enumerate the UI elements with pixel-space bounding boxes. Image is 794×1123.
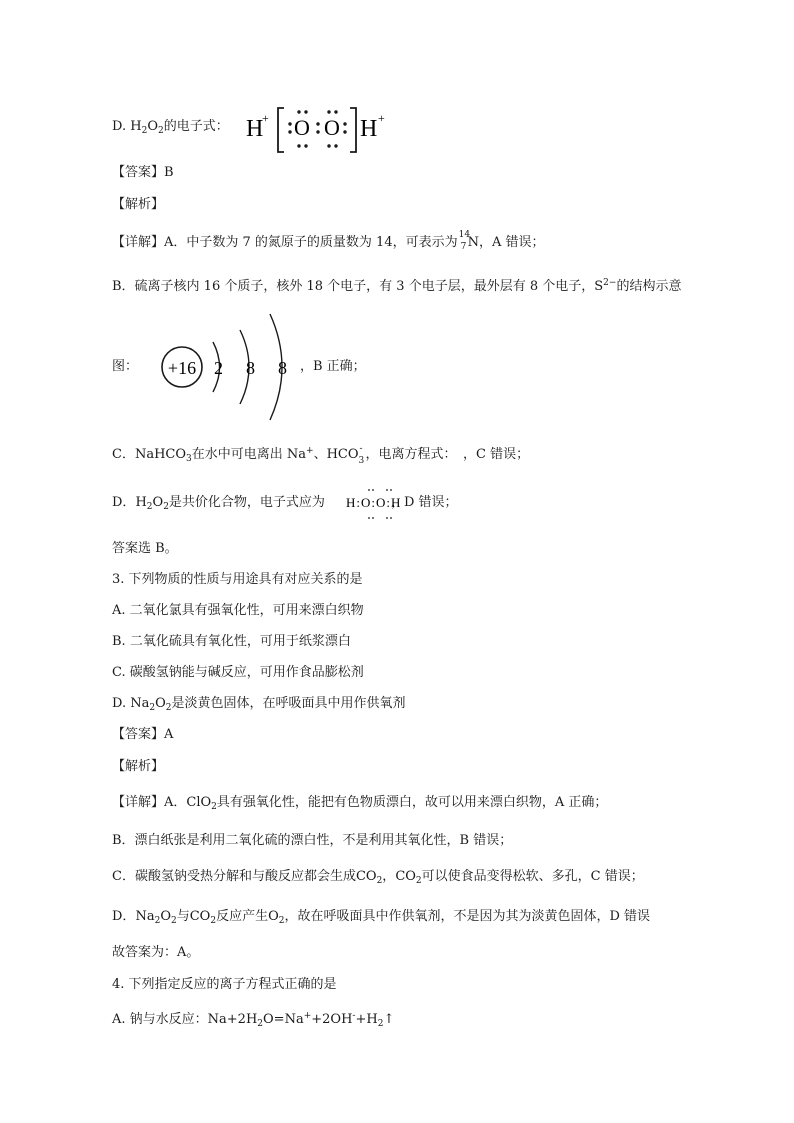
formula-part: O — [268, 909, 279, 924]
q3-analysis: 【解析】 — [112, 759, 165, 774]
superscript: - — [352, 1011, 356, 1021]
h-right-sup: + — [378, 111, 385, 125]
detail-text: ，D 错误； — [390, 495, 458, 510]
option-text: +H — [355, 1012, 378, 1027]
detail-text: 在水中可电离出 Na — [191, 447, 307, 462]
q3-detail-b: B．漂白纸张是利用二氧化硫的漂白性，不是利用其氧化性，B 错误； — [112, 833, 513, 848]
q3-detail-c — [112, 868, 644, 890]
formula-part: O — [160, 909, 171, 924]
formula-part: O — [147, 119, 158, 134]
option-text: +2OH — [311, 1012, 353, 1027]
subscript: 2 — [170, 916, 177, 926]
option-text: D. Na — [112, 696, 150, 711]
superscript: - — [359, 444, 363, 454]
q3-detail-d — [112, 908, 650, 930]
formula-part: Na — [135, 909, 155, 924]
formula-part: H — [135, 495, 147, 510]
detail-text: ，电离方程式： ，C 错误； — [365, 447, 530, 462]
superscript: + — [306, 446, 314, 456]
formula-part: O — [155, 696, 166, 711]
detail-text: 【详解】A．中子数为 7 的氮原子的质量数为 14，可表示为 — [112, 235, 458, 250]
q4-option-a — [112, 1007, 394, 1033]
detail-text: 的结构示意 — [616, 279, 682, 294]
detail-text: ，A 错误； — [478, 235, 545, 250]
option-text: 的电子式： — [163, 119, 229, 134]
nucleus-charge: +16 — [167, 358, 197, 378]
subscript: 3 — [186, 454, 192, 464]
subscript: 2 — [257, 1019, 264, 1029]
subscript: 2 — [149, 703, 156, 713]
subscript: 2 — [165, 703, 172, 713]
q3-option-c: C. 碳酸氢钠能与碱反应，可用作食品膨松剂 — [112, 665, 364, 680]
subscript: 2 — [377, 1019, 384, 1029]
subscript: 2 — [210, 916, 217, 926]
ion-symbol: S — [594, 279, 604, 294]
subscript: 2 — [278, 916, 285, 926]
detail-text: C．碳酸氢钠受热分解和与酸反应都会生成 — [112, 869, 356, 884]
q3-stem: 3. 下列物质的性质与用途具有对应关系的是 — [112, 572, 363, 587]
q2-detail-a — [112, 232, 545, 252]
q4-stem: 4. 下列指定反应的离子方程式正确的是 — [112, 977, 337, 992]
q2-detail-b-cont: 图： — [112, 359, 139, 374]
q2-option-d — [112, 118, 229, 140]
h-right: H — [360, 116, 378, 142]
element-symbol: N — [467, 235, 479, 250]
q3-option-b: B. 二氧化硫具有氧化性，可用于纸浆漂白 — [112, 634, 351, 649]
subscript: 2 — [141, 126, 148, 136]
detail-text: 、HCO — [313, 447, 359, 462]
subscript: 2 — [211, 802, 217, 812]
formula-part: NaHCO — [134, 447, 187, 462]
atomic-number: 7 — [460, 242, 467, 252]
subscript: 2 — [376, 876, 383, 886]
detail-text: 与 — [176, 909, 190, 924]
h2o2-covalent-formula — [345, 482, 415, 522]
oxygen-2: O — [324, 115, 340, 140]
q3-final: 故答案为：A。 — [112, 945, 200, 960]
sulfur-ion-structure — [158, 312, 308, 422]
h2o2-ionic-formula — [244, 104, 404, 158]
detail-text: 可以使食品变得松软、多孔，C 错误； — [421, 869, 644, 884]
sub-sup-stack — [358, 444, 366, 466]
detail-text: D． — [112, 909, 136, 924]
option-label: D. — [112, 119, 127, 134]
subscript: 2 — [157, 126, 164, 136]
detail-text: 反应产生 — [216, 909, 269, 924]
option-text: 是淡黄色固体，在呼吸面具中用作供氧剂 — [171, 696, 406, 711]
q2-analysis: 【解析】 — [112, 197, 165, 212]
q3-answer: 【答案】A — [112, 727, 174, 742]
detail-text: 【详解】A．ClO — [112, 795, 212, 810]
q3-option-a: A. 二氧化氯具有强氧化性，可用来漂白织物 — [112, 603, 364, 618]
subscript: 2 — [415, 876, 422, 886]
q3-option-d — [112, 695, 406, 717]
oxygen-1: O — [294, 115, 310, 140]
nuclide-notation — [458, 230, 471, 252]
left-bracket — [278, 108, 284, 152]
q3-detail-a — [112, 794, 607, 816]
q2-answer: 【答案】B — [112, 165, 174, 180]
h-left-sup: + — [262, 111, 269, 125]
formula-part: CO — [189, 909, 211, 924]
right-bracket — [350, 108, 356, 152]
q2-detail-c — [112, 442, 529, 468]
q2-detail-b — [112, 274, 681, 296]
detail-text: ， — [382, 869, 396, 884]
detail-text: C． — [112, 447, 135, 462]
q2-choose: 答案选 B。 — [112, 541, 178, 556]
option-text: O=Na — [263, 1012, 304, 1027]
h-left: H — [246, 116, 264, 142]
subscript: 2 — [154, 916, 161, 926]
formula-part: CO — [395, 869, 416, 884]
detail-text: D． — [112, 495, 136, 510]
option-text: A. 钠与水反应：Na+2H — [112, 1012, 258, 1027]
option-text: ↑ — [383, 1012, 395, 1027]
formula-part: CO — [355, 869, 377, 884]
subscript: 3 — [358, 456, 365, 466]
formula-part: H — [130, 119, 142, 134]
subscript: 2 — [146, 502, 153, 512]
mass-number: 14 — [458, 230, 471, 240]
detail-text: B．硫离子核内 16 个质子，核外 18 个电子，有 3 个电子层，最外层有 8 个电子， — [112, 279, 595, 294]
q2-detail-b-tail: ，B 正确； — [300, 359, 366, 374]
superscript: + — [303, 1011, 312, 1021]
shell-3-electrons: 8 — [278, 358, 287, 378]
detail-text: 具有强氧化性，能把有色物质漂白，故可以用来漂白织物，A 正确； — [216, 795, 608, 810]
formula-part: O — [152, 495, 164, 510]
subscript: 2 — [163, 502, 169, 512]
detail-text: 是共价化合物，电子式应为 — [168, 495, 325, 510]
shell-1-electrons: 2 — [214, 358, 223, 378]
detail-text: ，故在呼吸面具中作供氧剂，不是因为其为淡黄色固体，D 错误 — [284, 909, 651, 924]
superscript: 2− — [603, 278, 617, 288]
covalent-structure: H:O:O:H — [346, 495, 402, 510]
shell-2-electrons: 8 — [246, 358, 255, 378]
